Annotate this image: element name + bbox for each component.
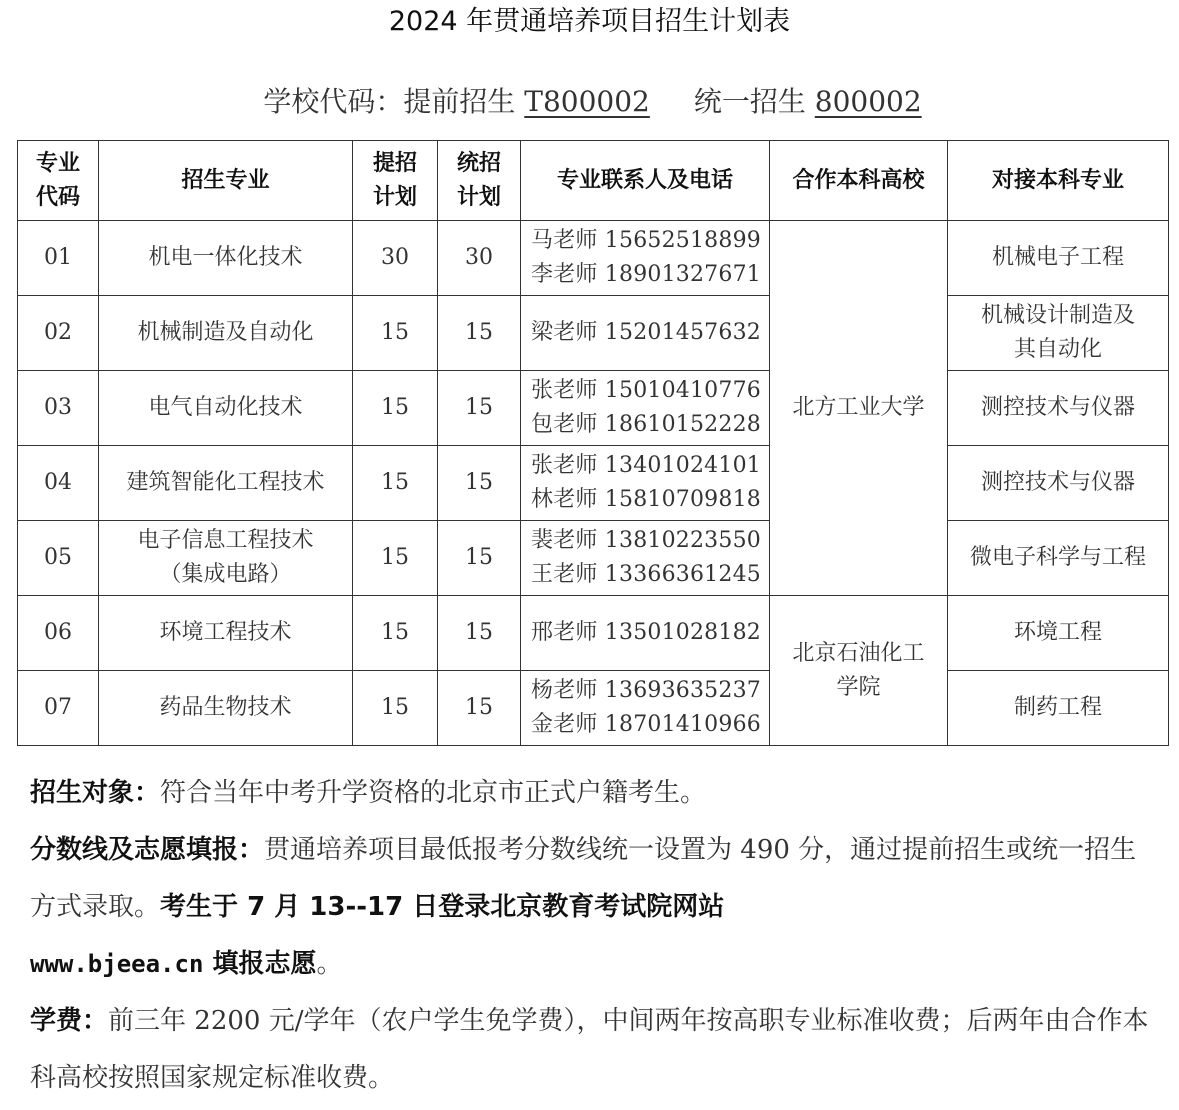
target-major: 环境工程 — [948, 596, 1169, 671]
contact: 张老师 13401024101 林老师 15810709818 — [521, 446, 770, 521]
enrollment-plan-table — [17, 140, 1169, 746]
contact: 杨老师 13693635237 金老师 18701410966 — [521, 671, 770, 746]
table-row — [18, 296, 1169, 371]
header-early-plan: 提招 计划 — [353, 141, 438, 221]
note-score-and-application: 分数线及志愿填报：贯通培养项目最低报考分数线统一设置为 490 分，通过提前招生或统一招生方式录取。考生于 7 月 13--17 日登录北京教育考试院网站 www.bjeea.cn 填报志愿。 — [30, 835, 1137, 979]
header-target-major: 对接本科专业 — [948, 141, 1169, 221]
unified-plan: 15 — [438, 296, 521, 371]
unified-enrollment-code: 800002 — [814, 85, 922, 118]
early-plan: 15 — [353, 446, 438, 521]
table-row — [18, 521, 1169, 596]
early-enrollment-label: 提前招生 — [403, 85, 525, 118]
website-link[interactable]: www.bjeea.cn — [30, 950, 204, 978]
unified-plan: 15 — [438, 596, 521, 671]
page-title: 2024 年贯通培养项目招生计划表 — [388, 6, 791, 37]
early-enrollment-code: T800002 — [524, 85, 650, 118]
table-row — [18, 671, 1169, 746]
contact: 邢老师 13501028182 — [521, 596, 770, 671]
early-plan: 15 — [353, 596, 438, 671]
major-name: 药品生物技术 — [99, 671, 353, 746]
early-plan: 15 — [353, 671, 438, 746]
unified-plan: 15 — [438, 371, 521, 446]
contact: 裴老师 13810223550 王老师 13366361245 — [521, 521, 770, 596]
header-major-code: 专业 代码 — [18, 141, 99, 221]
contact: 马老师 15652518899 李老师 18901327671 — [521, 221, 770, 296]
table-header-row — [18, 141, 1169, 221]
header-unified-plan: 统招 计划 — [438, 141, 521, 221]
table-row — [18, 221, 1169, 296]
target-major: 机械设计制造及 其自动化 — [948, 296, 1169, 371]
major-name: 电子信息工程技术 （集成电路） — [99, 521, 353, 596]
major-code: 07 — [18, 671, 99, 746]
unified-plan: 15 — [438, 521, 521, 596]
target-major: 测控技术与仪器 — [948, 446, 1169, 521]
partner-university: 北京石油化工 学院 — [770, 596, 948, 746]
table-row — [18, 371, 1169, 446]
major-code: 02 — [18, 296, 99, 371]
header-major: 招生专业 — [99, 141, 353, 221]
major-name: 环境工程技术 — [99, 596, 353, 671]
partner-university: 北方工业大学 — [770, 221, 948, 596]
major-code: 03 — [18, 371, 99, 446]
major-code: 06 — [18, 596, 99, 671]
note-tuition: 学费：前三年 2200 元/学年（农户学生免学费），中间两年按高职专业标准收费；后两年由合作本科高校按照国家规定标准收费。 — [30, 1006, 1149, 1093]
major-code: 04 — [18, 446, 99, 521]
notes-section — [30, 765, 1160, 1107]
target-major: 测控技术与仪器 — [948, 371, 1169, 446]
major-name: 机电一体化技术 — [99, 221, 353, 296]
header-contact: 专业联系人及电话 — [521, 141, 770, 221]
note-enrollment-target: 招生对象：符合当年中考升学资格的北京市正式户籍考生。 — [30, 778, 707, 808]
header-partner-university: 合作本科高校 — [770, 141, 948, 221]
early-plan: 15 — [353, 371, 438, 446]
major-code: 05 — [18, 521, 99, 596]
contact: 张老师 15010410776 包老师 18610152228 — [521, 371, 770, 446]
unified-enrollment-label: 统一招生 — [693, 85, 815, 118]
target-major: 机械电子工程 — [948, 221, 1169, 296]
early-plan: 30 — [353, 221, 438, 296]
target-major: 微电子科学与工程 — [948, 521, 1169, 596]
school-code-label: 学校代码： — [263, 85, 404, 118]
unified-plan: 30 — [438, 221, 521, 296]
major-name: 建筑智能化工程技术 — [99, 446, 353, 521]
early-plan: 15 — [353, 521, 438, 596]
early-plan: 15 — [353, 296, 438, 371]
school-code-line — [0, 80, 1179, 124]
unified-plan: 15 — [438, 671, 521, 746]
target-major: 制药工程 — [948, 671, 1169, 746]
major-name: 电气自动化技术 — [99, 371, 353, 446]
contact: 梁老师 15201457632 — [521, 296, 770, 371]
table-row — [18, 596, 1169, 671]
table-row — [18, 446, 1169, 521]
major-code: 01 — [18, 221, 99, 296]
unified-plan: 15 — [438, 446, 521, 521]
major-name: 机械制造及自动化 — [99, 296, 353, 371]
